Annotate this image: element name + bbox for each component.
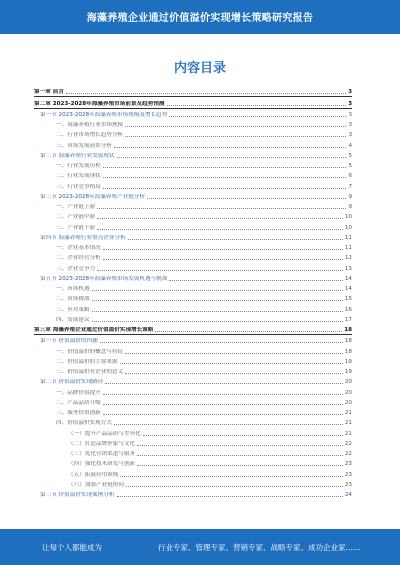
toc-dot-leader (169, 116, 346, 117)
toc-entry-label: 第二节 海藻养殖行业发展现状 (40, 152, 115, 159)
toc-entry-page: 20 (344, 379, 352, 386)
toc-entry[interactable] (34, 356, 352, 366)
toc-entry-page: 3 (348, 122, 352, 128)
toc-entry-page: 24 (344, 492, 352, 498)
toc-entry-label: 四、价值溢价实现方式 (56, 420, 112, 427)
toc-entry-page: 23 (344, 461, 352, 468)
toc-dot-leader (117, 157, 347, 158)
toc-entry[interactable] (34, 211, 352, 221)
toc-entry-label: 一、品牌价值提升 (56, 389, 101, 396)
toc-entry[interactable] (34, 366, 352, 376)
toc-entry[interactable] (34, 314, 352, 324)
toc-entry-page: 14 (344, 286, 352, 292)
toc-entry-label: 第三节 2023-2028年海藻养殖产业链分析 (40, 193, 145, 200)
toc-dot-leader (155, 331, 342, 332)
toc-entry-label: 三、价值溢价对企业的意义 (56, 369, 124, 375)
toc-entry-page: 6 (348, 173, 352, 180)
toc-dot-leader (117, 496, 343, 497)
toc-dot-leader (137, 455, 343, 456)
toc-dot-leader (103, 177, 347, 178)
toc-entry[interactable] (34, 170, 352, 180)
toc-entry-label: 第五节 2023-2028年海藻养殖市场发展机遇与挑战 (40, 275, 168, 282)
toc-entry[interactable] (34, 109, 352, 119)
toc-entry-label: 一、价值溢价的概念与特征 (56, 348, 124, 355)
toc-entry-page: 23 (344, 471, 352, 478)
toc-dot-leader (92, 321, 343, 322)
toc-entry-page: 9 (348, 204, 352, 210)
toc-dot-leader (100, 342, 343, 343)
toc-entry[interactable] (34, 160, 352, 170)
toc-entry-page: 22 (344, 440, 352, 447)
toc-entry-label: 三、行业竞争格局 (56, 183, 101, 190)
toc-entry-page: 15 (344, 296, 352, 303)
toc-entry[interactable] (34, 448, 352, 458)
toc-entry-page: 12 (344, 255, 352, 262)
toc-entry[interactable] (34, 119, 352, 129)
toc-entry-page: 20 (344, 399, 352, 406)
toc-dot-leader (126, 486, 343, 487)
toc-entry[interactable] (34, 232, 352, 242)
toc-entry-label: （六）加强产业链协同 (68, 481, 124, 488)
toc-dot-leader (92, 300, 343, 301)
toc-entry[interactable] (34, 293, 352, 303)
toc-entry-label: 第二节 价值溢价实现路径 (40, 379, 104, 386)
toc-dot-leader (137, 445, 343, 446)
toc-entry-label: 二、行业发展现状 (56, 173, 101, 180)
toc-dot-leader (92, 311, 343, 312)
toc-entry-label: 一、企业基本情况 (56, 245, 101, 251)
toc-dot-leader (103, 414, 343, 415)
toc-entry[interactable] (34, 221, 352, 231)
toc-entry[interactable] (34, 139, 352, 149)
toc-dot-leader (103, 188, 347, 189)
toc-dot-leader (125, 126, 346, 127)
footer-slogan-right: 行业专家、管理专家、营销专家、战略专家、成功企业家…… (158, 543, 361, 552)
toc-dot-leader (125, 353, 343, 354)
toc-entry-label: 三、产业链下游 (56, 224, 96, 231)
toc-entry-page: 18 (344, 327, 352, 333)
toc-entry-label: 第三章 海藻养殖企业通过价值溢价实现增长策略 (34, 327, 154, 333)
toc-dot-leader (120, 476, 343, 477)
toc-entry-page: 21 (344, 410, 352, 416)
toc-entry[interactable] (34, 427, 352, 437)
toc-entry-label: 一、市场机遇 (56, 286, 90, 292)
toc-entry-page: 9 (348, 193, 352, 200)
toc-heading: 内容目录 (173, 61, 226, 76)
toc-dot-leader (66, 93, 346, 94)
toc-entry-page: 14 (344, 275, 352, 282)
toc-entry-page: 17 (344, 316, 352, 323)
toc-entry-label: 二、价值溢价的主要来源 (56, 358, 118, 365)
toc-dot-leader (97, 270, 343, 271)
toc-entry-page: 19 (344, 369, 352, 375)
toc-entry-label: 三、应对策略 (56, 306, 90, 313)
toc-entry[interactable] (34, 489, 352, 499)
toc-entry-label: （二）打造品牌形象与文化 (68, 440, 136, 447)
toc-entry-label: （一）提升产品品质与差异化 (68, 430, 141, 437)
toc-entry[interactable] (34, 97, 352, 108)
toc-entry-label: 三、企业竞争力 (56, 265, 96, 272)
toc-entry-label: 二、企业经营分析 (56, 255, 101, 262)
toc-dot-leader (114, 424, 343, 425)
toc-entry-label: 二、市场挑战 (56, 296, 90, 303)
footer-slogan-left: 让每个人都能成为 (42, 543, 102, 552)
toc-entry-page: 10 (344, 214, 352, 221)
toc-entry-page: 5 (348, 152, 352, 159)
toc-entry[interactable] (34, 335, 352, 345)
toc-entry-label: 第四节 海藻养殖行业重点企业分析 (40, 234, 126, 241)
toc-entry[interactable] (34, 458, 352, 468)
toc-dot-leader (97, 218, 343, 219)
toc-dot-leader (92, 290, 343, 291)
toc-entry-page: 21 (344, 420, 352, 427)
toc-entry[interactable] (34, 345, 352, 355)
toc-dot-leader (137, 465, 343, 466)
toc-entry[interactable] (34, 201, 352, 211)
toc-entry-label: 第一章 前言 (34, 89, 64, 96)
toc-dot-leader (103, 259, 343, 260)
toc-entry-label: 三、市场发展前景分析 (56, 142, 112, 149)
toc-dot-leader (125, 373, 343, 374)
toc-entry-page: 19 (344, 358, 352, 365)
toc-entry-page: 16 (344, 306, 352, 313)
table-of-contents (34, 86, 352, 499)
report-header-bar (0, 0, 400, 34)
toc-entry-page: 3 (348, 100, 352, 107)
toc-entry[interactable] (34, 262, 352, 272)
toc-entry-label: 一、海藻养殖行业市场规模 (56, 122, 124, 128)
toc-entry-label: 第二章 2023-2028年海藻养殖市场前景及趋势预测 (34, 100, 165, 107)
toc-entry[interactable] (34, 242, 352, 252)
toc-entry-page: 3 (348, 132, 352, 139)
toc-dot-leader (103, 404, 343, 405)
toc-dot-leader (97, 229, 343, 230)
toc-entry[interactable] (34, 397, 352, 407)
toc-entry[interactable] (34, 407, 352, 417)
toc-entry-label: 一、产业链上游 (56, 204, 96, 210)
toc-entry[interactable] (34, 468, 352, 478)
toc-entry-page: 20 (344, 389, 352, 396)
toc-entry[interactable] (34, 479, 352, 489)
toc-dot-leader (103, 394, 343, 395)
toc-entry-label: 二、行业市场增长趋势分析 (56, 132, 124, 139)
toc-entry-page: 18 (344, 348, 352, 355)
toc-entry-label: 第一节 2023-2028年海藻养殖市场规模及增长趋势 (40, 111, 168, 118)
toc-dot-leader (128, 239, 343, 240)
toc-dot-leader (125, 136, 346, 137)
toc-dot-leader (120, 363, 343, 364)
toc-entry[interactable] (34, 303, 352, 313)
toc-entry-page: 21 (344, 430, 352, 437)
toc-dot-leader (114, 147, 346, 148)
toc-entry-label: 二、产业链中游 (56, 214, 96, 221)
toc-dot-leader (167, 105, 347, 106)
toc-dot-leader (147, 198, 346, 199)
toc-entry-page: 10 (344, 224, 352, 231)
toc-entry[interactable] (34, 386, 352, 396)
toc-entry[interactable] (34, 273, 352, 283)
toc-entry-page: 22 (344, 451, 352, 457)
toc-entry[interactable] (34, 129, 352, 139)
toc-entry[interactable] (34, 150, 352, 160)
toc-entry-label: 二、产品品质升级 (56, 399, 101, 406)
toc-entry-label: （五）拓展应用领域 (68, 471, 119, 478)
toc-entry[interactable] (34, 438, 352, 448)
toc-entry[interactable] (34, 86, 352, 97)
toc-entry[interactable] (34, 324, 352, 335)
toc-entry-page: 5 (348, 163, 352, 169)
toc-entry-page: 4 (348, 142, 352, 149)
toc-entry[interactable] (34, 417, 352, 427)
toc-entry-page: 3 (348, 111, 352, 118)
toc-entry[interactable] (34, 252, 352, 262)
toc-dot-leader (169, 280, 343, 281)
toc-dot-leader (105, 383, 343, 384)
toc-entry-page: 13 (344, 265, 352, 272)
toc-entry-page: 11 (344, 234, 352, 241)
toc-entry[interactable] (34, 376, 352, 386)
toc-entry-page: 3 (348, 89, 352, 96)
toc-entry[interactable] (34, 180, 352, 190)
toc-entry-label: 三、服务价值创新 (56, 410, 101, 416)
toc-entry[interactable] (34, 191, 352, 201)
toc-entry-label: （三）优化营销渠道与服务 (68, 451, 136, 457)
toc-entry-label: 一、行业发展历程 (56, 163, 101, 169)
toc-entry-page: 11 (344, 245, 352, 251)
toc-dot-leader (143, 435, 343, 436)
toc-entry-page: 18 (344, 338, 352, 345)
toc-entry-page: 7 (348, 183, 352, 190)
toc-entry-label: （四）强化技术研发与创新 (68, 461, 136, 468)
toc-dot-leader (97, 208, 346, 209)
toc-dot-leader (103, 167, 347, 168)
toc-entry-label: 第一节 价值溢价的内涵 (40, 338, 98, 345)
toc-entry-label: 第三节 价值溢价实现案例分析 (40, 492, 115, 498)
toc-entry-label: 四、发展建议 (56, 316, 90, 323)
toc-dot-leader (103, 249, 343, 250)
toc-entry[interactable] (34, 283, 352, 293)
report-footer-bar (0, 529, 400, 565)
report-title: 海藻养殖企业通过价值溢价实现增长策略研究报告 (86, 13, 314, 24)
toc-entry-page: 23 (344, 481, 352, 488)
